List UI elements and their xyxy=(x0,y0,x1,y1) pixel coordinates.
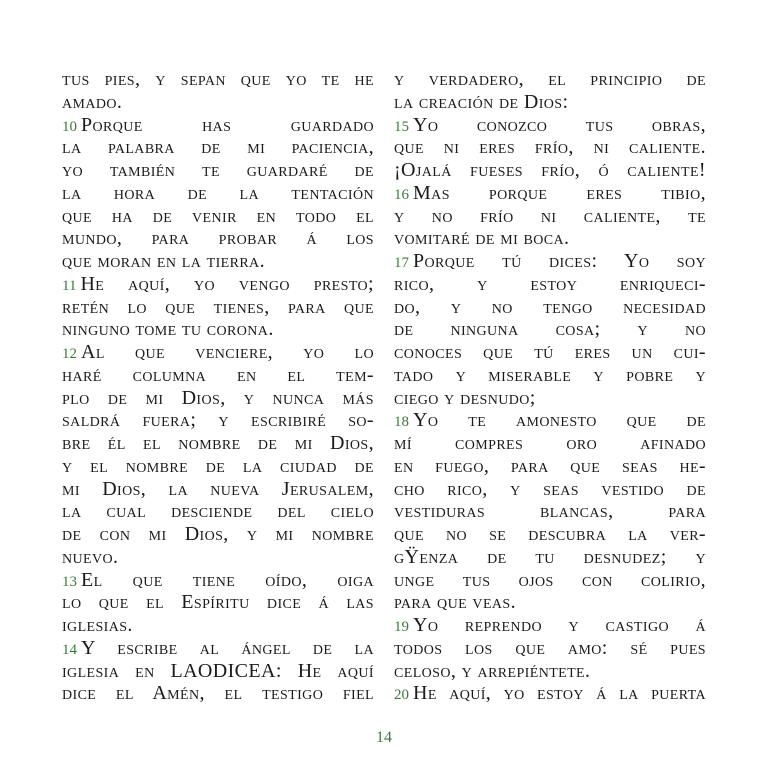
verse-text: tado y miserable y pobre y xyxy=(394,363,706,386)
right-column xyxy=(394,68,706,705)
text-line xyxy=(394,637,706,660)
verse-number: 15 xyxy=(394,118,409,135)
text-line xyxy=(62,409,374,432)
text-line xyxy=(62,227,374,250)
verse-text: la cual desciende del cielo xyxy=(62,500,374,523)
text-line xyxy=(394,409,706,432)
verse-text: saldrá fuera; y escribiré so- xyxy=(62,409,374,432)
text-line xyxy=(394,136,706,159)
text-line xyxy=(62,182,374,205)
text-line xyxy=(394,227,706,250)
text-line xyxy=(62,250,374,273)
verse-text: en fuego, para que seas he- xyxy=(394,454,706,477)
text-line xyxy=(394,318,706,341)
text-line xyxy=(394,455,706,478)
verse-text: ninguno tome tu corona. xyxy=(62,318,274,341)
text-line xyxy=(394,500,706,523)
text-line xyxy=(394,182,706,205)
text-line xyxy=(62,114,374,137)
verse-text: haré columna en el tem- xyxy=(62,363,374,386)
verse-text: tus pies, y sepan que yo te he xyxy=(62,68,374,90)
verse-text: la palabra de mi paciencia, xyxy=(62,136,374,159)
text-line xyxy=(394,432,706,455)
text-line xyxy=(394,68,706,91)
verse-text: de con mi Dios, y mi nombre xyxy=(62,523,374,545)
text-line xyxy=(62,614,374,637)
verse-text: He aquí, yo vengo presto; xyxy=(80,272,374,295)
text-line xyxy=(62,660,374,683)
text-line xyxy=(394,91,706,114)
text-line xyxy=(62,523,374,546)
verse-text: ciego y desnudo; xyxy=(394,386,536,409)
verse-text: y verdadero, el principio de xyxy=(394,68,706,90)
verse-text: mundo, para probar á los xyxy=(62,227,374,250)
page-number: 14 xyxy=(376,729,392,746)
verse-text: rico, y estoy enriqueci- xyxy=(394,272,706,295)
text-line xyxy=(62,68,374,91)
verse-text: la creación de Dios: xyxy=(394,90,569,113)
text-line xyxy=(62,682,374,705)
verse-text: y el nombre de la ciudad de xyxy=(62,454,374,477)
text-line xyxy=(62,296,374,319)
verse-text: todos los que amo: sé pues xyxy=(394,636,706,659)
text-line xyxy=(394,387,706,410)
verse-text: El que tiene oído, oiga xyxy=(81,568,374,591)
verse-text: Al que venciere, yo lo xyxy=(81,341,374,363)
text-line xyxy=(394,682,706,705)
verse-text: iglesia en LAODICEA: He aquí xyxy=(62,659,374,682)
verse-text: Y escribe al ángel de la xyxy=(81,636,374,659)
text-line xyxy=(394,546,706,569)
text-line xyxy=(62,432,374,455)
verse-text: y no frío ni caliente, te xyxy=(394,204,706,227)
text-line xyxy=(62,341,374,364)
text-line xyxy=(62,478,374,501)
text-line xyxy=(62,159,374,182)
verse-number: 18 xyxy=(394,414,409,431)
verse-text: ¡Ojalá fueses frío, ó caliente! xyxy=(394,159,706,181)
verse-text: celoso, y arrepiéntete. xyxy=(394,659,591,682)
text-line xyxy=(62,364,374,387)
verse-text: que moran en la tierra. xyxy=(62,250,265,272)
text-line xyxy=(394,478,706,501)
verse-text: Yo reprendo y castigo á xyxy=(413,614,706,636)
text-line xyxy=(62,500,374,523)
text-line xyxy=(62,318,374,341)
verse-number: 14 xyxy=(62,641,77,658)
text-line xyxy=(62,205,374,228)
verse-text: gŸenza de tu desnudez; y xyxy=(394,545,706,568)
verse-text: yo también te guardaré de xyxy=(62,159,374,181)
verse-text: que ni eres frío, ni caliente. xyxy=(394,136,706,159)
verse-text: amado. xyxy=(62,90,123,113)
verse-text: Porque has guardado xyxy=(81,113,374,136)
text-line xyxy=(62,637,374,660)
verse-text: conoces que tú eres un cui- xyxy=(394,341,706,363)
verse-number: 10 xyxy=(62,118,77,135)
verse-text: lo que el Espíritu dice á las xyxy=(62,591,374,614)
text-line xyxy=(62,569,374,592)
text-line xyxy=(394,296,706,319)
text-line xyxy=(394,364,706,387)
verse-number: 17 xyxy=(394,255,409,271)
verse-text: mí compres oro afinado xyxy=(394,432,706,454)
verse-text: cho rico, y seas vestido de xyxy=(394,477,706,500)
verse-text: vomitaré de mi boca. xyxy=(394,227,570,250)
text-line xyxy=(62,91,374,114)
verse-number: 20 xyxy=(394,687,409,704)
text-line xyxy=(394,569,706,592)
verse-text: nuevo. xyxy=(62,545,119,568)
text-line xyxy=(394,114,706,137)
text-line xyxy=(62,591,374,614)
verse-text: He aquí, yo estoy á la puerta xyxy=(413,682,706,705)
text-line xyxy=(62,273,374,296)
verse-text: que no se descubra la ver- xyxy=(394,523,706,545)
verse-text: dice el Amén, el testigo fiel xyxy=(62,682,374,705)
verse-text: bre él el nombre de mi Dios, xyxy=(62,432,374,454)
text-line xyxy=(394,523,706,546)
left-column xyxy=(62,68,374,705)
text-line xyxy=(62,546,374,569)
verse-text: Yo conozco tus obras, xyxy=(413,113,706,136)
text-line xyxy=(394,591,706,614)
text-line xyxy=(62,387,374,410)
verse-text: vestiduras blancas, para xyxy=(394,500,706,523)
verse-number: 11 xyxy=(62,277,77,294)
text-line xyxy=(62,136,374,159)
verse-text: retén lo que tienes, para que xyxy=(62,295,374,318)
text-line xyxy=(394,250,706,273)
text-line xyxy=(394,205,706,228)
verse-text: la hora de la tentación xyxy=(62,181,374,204)
verse-text: que ha de venir en todo el xyxy=(62,204,374,227)
text-line xyxy=(394,660,706,683)
verse-text: unge tus ojos con colirio, xyxy=(394,568,706,591)
verse-number: 16 xyxy=(394,186,409,203)
verse-text: mi Dios, la nueva Jerusalem, xyxy=(62,477,374,500)
verse-text: de ninguna cosa; y no xyxy=(394,318,706,341)
text-line xyxy=(394,614,706,637)
verse-text: iglesias. xyxy=(62,614,133,636)
text-line xyxy=(394,273,706,296)
verse-number: 12 xyxy=(62,346,77,362)
verse-text: plo de mi Dios, y nunca más xyxy=(62,386,374,409)
verse-text: Yo te amonesto que de xyxy=(413,409,706,432)
verse-text: Mas porque eres tibio, xyxy=(413,181,706,204)
verse-number: 19 xyxy=(394,619,409,635)
text-line xyxy=(62,455,374,478)
text-line xyxy=(394,341,706,364)
text-line xyxy=(394,159,706,182)
verse-text: Porque tú dices: Yo soy xyxy=(413,250,706,272)
verse-text: para que veas. xyxy=(394,591,516,614)
verse-text: do, y no tengo necesidad xyxy=(394,295,706,318)
verse-number: 13 xyxy=(62,573,77,590)
